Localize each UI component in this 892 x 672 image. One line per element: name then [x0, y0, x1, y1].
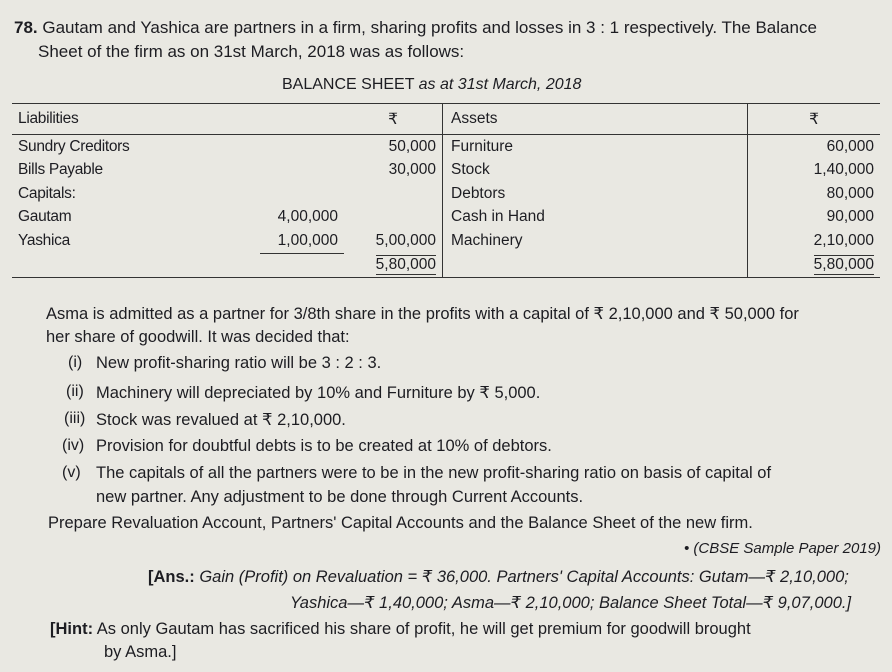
liability-label: Capitals:	[18, 184, 76, 202]
table-header-row	[12, 104, 880, 135]
liability-label: Bills Payable	[18, 161, 103, 179]
answer-text-1: Gain (Profit) on Revaluation = ₹ 36,000. Partners' Capital Accounts: Gutam—₹ 2,10,000;	[199, 568, 849, 586]
balance-sheet-table	[12, 103, 880, 278]
admission-text-1: Asma is admitted as a partner for 3/8th share in the profits with a capital of ₹ 2,10,000 and ₹ 50,000 for	[46, 305, 799, 323]
item-text: Provision for doubtful debts is to be created at 10% of debtors.	[96, 437, 552, 455]
asset-amount: 80,000	[748, 182, 881, 206]
liability-amount: 30,000	[344, 159, 443, 183]
table-total-row	[12, 253, 880, 278]
total-liabilities: 5,80,000	[375, 256, 436, 273]
hint-label: [Hint:	[50, 620, 94, 638]
liability-label: Gautam	[18, 208, 72, 226]
question-line-1	[14, 18, 817, 38]
asset-amount: 60,000	[748, 135, 881, 159]
hint-line-1	[50, 620, 751, 639]
hint-line-2: by Asma.]	[104, 643, 177, 661]
balance-sheet-title-date: as at 31st March, 2018	[418, 76, 582, 93]
question-number: 78.	[14, 18, 38, 37]
liability-amount	[344, 206, 443, 230]
table-row	[12, 159, 880, 183]
table-row	[12, 229, 880, 253]
item-text: The capitals of all the partners were to be in the new profit-sharing ratio on basis of capital of	[96, 464, 772, 482]
answer-label: [Ans.:	[148, 568, 195, 586]
liability-sub-amount: 1,00,000	[260, 229, 344, 253]
source-citation: • (CBSE Sample Paper 2019)	[684, 540, 882, 557]
question-line-2: Sheet of the firm as on 31st March, 2018 was as follows:	[38, 42, 465, 61]
liability-sub-amount	[260, 182, 344, 206]
item-text: Stock was revalued at ₹ 2,10,000.	[96, 411, 346, 429]
hint-text-1: As only Gautam has sacrificed his share of profit, he will get premium for goodwill brought	[96, 620, 751, 638]
asset-label: Machinery	[451, 232, 523, 249]
item-text: New profit-sharing ratio will be 3 : 2 : 3.	[96, 354, 382, 372]
asset-amount: 90,000	[748, 206, 881, 230]
asset-label: Debtors	[451, 184, 506, 202]
item-number: (iv)	[62, 437, 85, 454]
liability-sub-amount	[260, 159, 344, 183]
asset-amount: 2,10,000	[748, 229, 881, 253]
table-row	[12, 135, 880, 159]
item-number: (ii)	[66, 383, 84, 400]
question-text-1: Gautam and Yashica are partners in a firm, sharing profits and losses in 3 : 1 respectively. The Balance	[42, 18, 817, 37]
header-rupee-assets: ₹	[748, 104, 881, 135]
liability-sub-amount	[260, 135, 344, 159]
item-number: (iii)	[64, 410, 86, 427]
liability-label: Sundry Creditors	[18, 137, 130, 155]
prepare-instruction: Prepare Revaluation Account, Partners' Capital Accounts and the Balance Sheet of the new firm.	[48, 514, 753, 532]
balance-sheet-title-prefix: BALANCE SHEET	[282, 76, 415, 93]
asset-label: Stock	[451, 161, 490, 179]
item-number: (i)	[68, 354, 83, 371]
liability-amount: 5,00,000	[344, 229, 443, 253]
item-number: (v)	[62, 464, 81, 481]
asset-label: Furniture	[451, 137, 514, 155]
item-text: Machinery will depreciated by 10% and Furniture by ₹ 5,000.	[96, 384, 541, 402]
liability-label: Yashica	[18, 232, 70, 249]
table-row	[12, 206, 880, 230]
liability-sub-amount: 4,00,000	[277, 208, 338, 226]
balance-sheet-title	[282, 76, 581, 94]
total-assets: 5,80,000	[813, 256, 874, 273]
header-assets: Assets	[443, 104, 748, 135]
admission-text-2: her share of goodwill. It was decided that:	[46, 328, 350, 346]
asset-label: Cash in Hand	[451, 208, 545, 226]
item-text-continued: new partner. Any adjustment to be done through Current Accounts.	[96, 488, 584, 506]
table-row	[12, 182, 880, 206]
liability-amount: 50,000	[344, 135, 443, 159]
header-rupee-liabilities: ₹	[344, 104, 443, 135]
liability-amount	[344, 182, 443, 206]
answer-line-1	[148, 567, 849, 587]
answer-line-2: Yashica—₹ 1,40,000; Asma—₹ 2,10,000; Balance Sheet Total—₹ 9,07,000.]	[290, 594, 852, 612]
asset-amount: 1,40,000	[748, 159, 881, 183]
header-liabilities: Liabilities	[12, 104, 260, 135]
